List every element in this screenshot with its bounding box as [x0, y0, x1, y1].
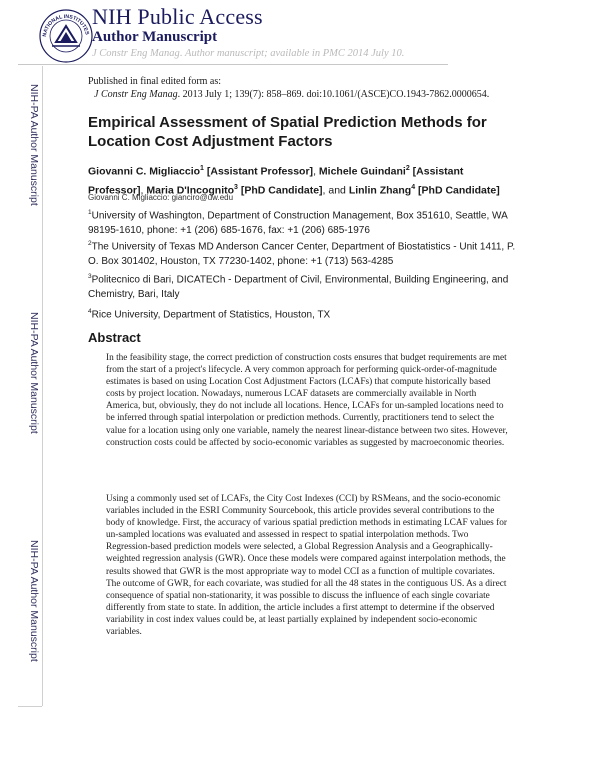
author-name: Michele Guindani [318, 165, 406, 178]
author-sup: 2 [405, 165, 410, 172]
author-sep: , [313, 165, 319, 178]
sidebar-label-middle: NIH-PA Author Manuscript [28, 312, 40, 434]
affiliation-sup: 1 [88, 209, 92, 216]
author-role: [PhD Candidate] [418, 184, 500, 196]
author-sup: 3 [234, 183, 238, 191]
affiliation [88, 270, 518, 302]
author-sep: , [140, 184, 144, 196]
article-title: Empirical Assessment of Spatial Prediction Methods for Location Cost Adjustment Factors [88, 114, 487, 150]
header-divider [18, 64, 448, 65]
availability-note: Author manuscript; available in PMC 2014 July 10. [185, 48, 405, 59]
journal-short-name: J Constr Eng Manag [92, 48, 180, 59]
contact-email: Giovanni C. Migliaccio: gianciro@uw.edu [88, 193, 234, 202]
journal-availability-bar: J Constr Eng Manag. Author manuscript; available in PMC 2014 July 10. [92, 48, 405, 59]
author-role: [Assistant Professor] [88, 165, 464, 196]
sidebar-bottom-rule [18, 706, 42, 707]
author-sup: 4 [411, 183, 416, 191]
author-role: [Assistant Professor] [206, 165, 314, 178]
sidebar-label-top: NIH-PA Author Manuscript [28, 84, 40, 206]
sidebar-label-bottom: NIH-PA Author Manuscript [28, 540, 40, 662]
abstract-heading: Abstract [88, 330, 141, 345]
affiliation-text: The University of Texas MD Anderson Cancer Center, Department of Biostatistics - Unit 1411, P. O. Box 301402, Houston, TX 77230-1402, phone: +1 (713) 563-4285 [88, 241, 516, 267]
site-title: NIH Public Access [92, 4, 263, 29]
affiliation-text: Rice University, Department of Statistics, Houston, TX [91, 309, 331, 321]
author-sep: , and [322, 184, 349, 196]
abstract-paragraph: In the feasibility stage, the correct prediction of construction costs ensures that budget requirements are met from the start of a project's lifecycle. A very common approach for performing quick-order-of-magnitude estimates is based on using Location Cost Adjustment Factors (LCAFs) that compute historically based costs by project location. Nowadays, numerous LCAF datasets are commercially available in North America, but, obviously, they do not include all locations. Hence, LCAFs for un-sampled locations need to be inferred through spatial interpolation or prediction methods. Currently, practitioners tend to select the value for a location using only one variable, namely the nearest linear-distance between two sites. However, construction costs could be affected by socio-economic variables as suggested by macroeconomic theories. [106, 353, 508, 448]
affiliation-text: Politecnico di Bari, DICATECh - Department of Civil, Environmental, Building Engineering, and Chemistry, Bari, Italy [88, 274, 509, 300]
author-name: Giovanni C. Migliaccio [88, 165, 201, 178]
nih-logo [38, 8, 94, 64]
affiliation-sup: 4 [88, 308, 92, 315]
affiliation [88, 237, 518, 269]
svg-text:NATIONAL INSTITUTES OF HEALTH: NATIONAL INSTITUTES [41, 13, 90, 38]
nih-seal-graphic [38, 8, 94, 64]
affiliation-sup: 3 [88, 273, 92, 280]
author-role: [PhD Candidate] [240, 184, 323, 196]
author-name: Maria D'Incognito [146, 184, 235, 196]
affiliation [88, 305, 518, 323]
author-name: Linlin Zhang [348, 184, 412, 196]
citation [94, 89, 489, 100]
affiliation-text: University of Washington, Department of Construction Management, Box 351610, Seattle, WA 98195-1610, phone: +1 (206) 685-1676, fax: +1 (206) 685-1976 [88, 210, 508, 236]
affiliation-sup: 2 [88, 240, 92, 247]
manuscript-label: Author Manuscript [92, 29, 218, 45]
author-sup: 1 [200, 165, 204, 172]
citation-journal: J Constr Eng Manag [94, 89, 178, 100]
abstract-paragraph: Using a commonly used set of LCAFs, the City Cost Indexes (CCI) by RSMeans, and the socio-economic variables included in the ESRI Community Sourcebook, this article provides several contributions to the body of knowledge. First, the accuracy of various spatial prediction methods in estimating LCAF values for un-sampled locations was evaluated and assessed in respect to spatial interpolation methods. Two Regression-based prediction models were selected, a Global Regression Analysis and a Geographically-weighted regression analysis (GWR). Once these models were compared against interpolation methods, the results showed that GWR is the most appropriate way to model CCI as a function of multiple covariates. The outcome of GWR, for each covariate, was studied for all the 48 states in the contiguous US. As a direct consequence of spatial non-stationarity, it was possible to discuss the influence of each single covariate differently from state to state. In addition, the article includes a first attempt to determine if the observed variability in cost index values could be, at least partially explained by independent socio-economic variables. [106, 494, 507, 638]
affiliation [88, 206, 518, 238]
published-line: Published in final edited form as: [88, 76, 222, 87]
citation-details: . 2013 July 1; 139(7): 858–869. doi:10.1061/(ASCE)CO.1943-7862.0000654. [177, 89, 490, 100]
